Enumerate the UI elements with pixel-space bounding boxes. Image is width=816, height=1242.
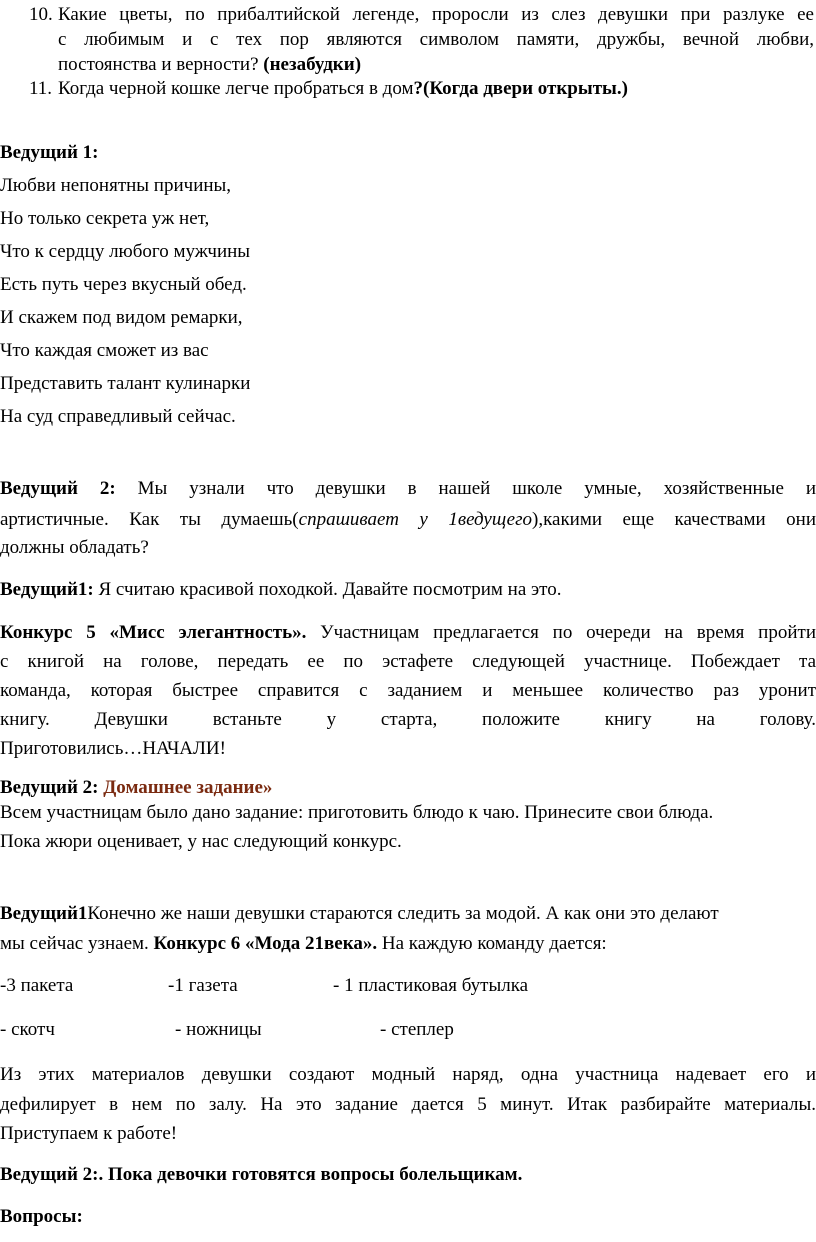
paragraph-line: Пока жюри оценивает, у нас следующий конкурс. bbox=[0, 831, 402, 852]
paragraph-line: артистичные. Как ты думаешь(спрашивает у 1ведущего),какими еще качествами они bbox=[0, 509, 816, 530]
paragraph-line: Ведущий1Конечно же наши девушки стараются следить за модой. А как они это делают bbox=[0, 903, 719, 924]
speaker-label: Ведущий1: bbox=[0, 579, 94, 600]
speaker-label: Ведущий 2: bbox=[0, 478, 116, 499]
paragraph-line: Приготовились…НАЧАЛИ! bbox=[0, 738, 226, 759]
list-item-text-line: с любимым и с тех пор являются символом памяти, дружбы, вечной любви, bbox=[58, 29, 814, 50]
poem-line: И скажем под видом ремарки, bbox=[0, 307, 243, 328]
material-item: - степлер bbox=[380, 1019, 454, 1040]
paragraph-line: Ведущий 2:. Пока девочки готовятся вопросы болельщикам. bbox=[0, 1164, 523, 1185]
speaker-label: Ведущий 1: bbox=[0, 142, 99, 163]
list-item-text-line: Когда черной кошке легче пробраться в дом?(Когда двери открыты.) bbox=[58, 78, 628, 99]
poem-line: Любви непонятны причины, bbox=[0, 175, 232, 196]
contest-title: Конкурс 6 «Мода 21века». bbox=[153, 933, 378, 954]
contest-title: Конкурс 5 «Мисс элегантность». bbox=[0, 622, 307, 643]
poem-line: Есть путь через вкусный обед. bbox=[0, 274, 247, 295]
material-item: -1 газета bbox=[168, 975, 238, 996]
paragraph-line bbox=[0, 776, 272, 800]
list-number: 11. bbox=[29, 78, 53, 99]
paragraph-line: Ведущий1: Я считаю красивой походкой. Давайте посмотрим на это. bbox=[0, 579, 562, 600]
poem-line: Представить талант кулинарки bbox=[0, 373, 251, 394]
poem-line: Но только секрета уж нет, bbox=[0, 208, 210, 229]
speaker-label: Ведущий1 bbox=[0, 903, 88, 924]
list-number: 10. bbox=[29, 4, 53, 25]
paragraph-line: Из этих материалов девушки создают модный наряд, одна участница надевает его и bbox=[0, 1064, 816, 1085]
paragraph-line: Приступаем к работе! bbox=[0, 1123, 178, 1144]
material-item: -3 пакета bbox=[0, 975, 74, 996]
answer-text: (незабудки) bbox=[263, 54, 362, 75]
material-item: - скотч bbox=[0, 1019, 55, 1040]
material-item: - ножницы bbox=[175, 1019, 262, 1040]
paragraph-line: команда, которая быстрее справится с заданием и меньшее количество раз уронит bbox=[0, 680, 816, 701]
paragraph-line: книгу. Девушки встаньте у старта, положите книгу на голову. bbox=[0, 709, 816, 730]
speaker-label: Ведущий 2: bbox=[0, 777, 99, 798]
poem-line: Что каждая сможет из вас bbox=[0, 340, 209, 361]
list-item-text-line: Какие цветы, по прибалтийской легенде, проросли из слез девушки при разлуке ее bbox=[58, 4, 814, 25]
section-heading: Вопросы: bbox=[0, 1206, 83, 1227]
material-item: - 1 пластиковая бутылка bbox=[333, 975, 529, 996]
paragraph-line: Ведущий 2: Мы узнали что девушки в нашей школе умные, хозяйственные и bbox=[0, 478, 816, 499]
answer-text: ?(Когда двери открыты.) bbox=[413, 78, 628, 99]
list-item-text-line: постоянства и верности? (незабудки) bbox=[58, 54, 362, 75]
paragraph-line: с книгой на голове, передать ее по эстафете следующей участнице. Побеждает та bbox=[0, 651, 816, 672]
paragraph-line: должны обладать? bbox=[0, 537, 149, 558]
paragraph-line: мы сейчас узнаем. Конкурс 6 «Мода 21века». На каждую команду дается: bbox=[0, 933, 607, 954]
paragraph-line: Конкурс 5 «Мисс элегантность». Участницам предлагается по очереди на время пройти bbox=[0, 622, 816, 643]
paragraph-line: Всем участницам было дано задание: приготовить блюдо к чаю. Принесите свои блюда. bbox=[0, 802, 714, 823]
section-title: Домашнее задание» bbox=[103, 777, 273, 798]
poem-line: На суд справедливый сейчас. bbox=[0, 406, 236, 427]
paragraph-line: дефилирует в нем по залу. На это задание дается 5 минут. Итак разбирайте материалы. bbox=[0, 1094, 816, 1115]
poem-line: Что к сердцу любого мужчины bbox=[0, 241, 251, 262]
